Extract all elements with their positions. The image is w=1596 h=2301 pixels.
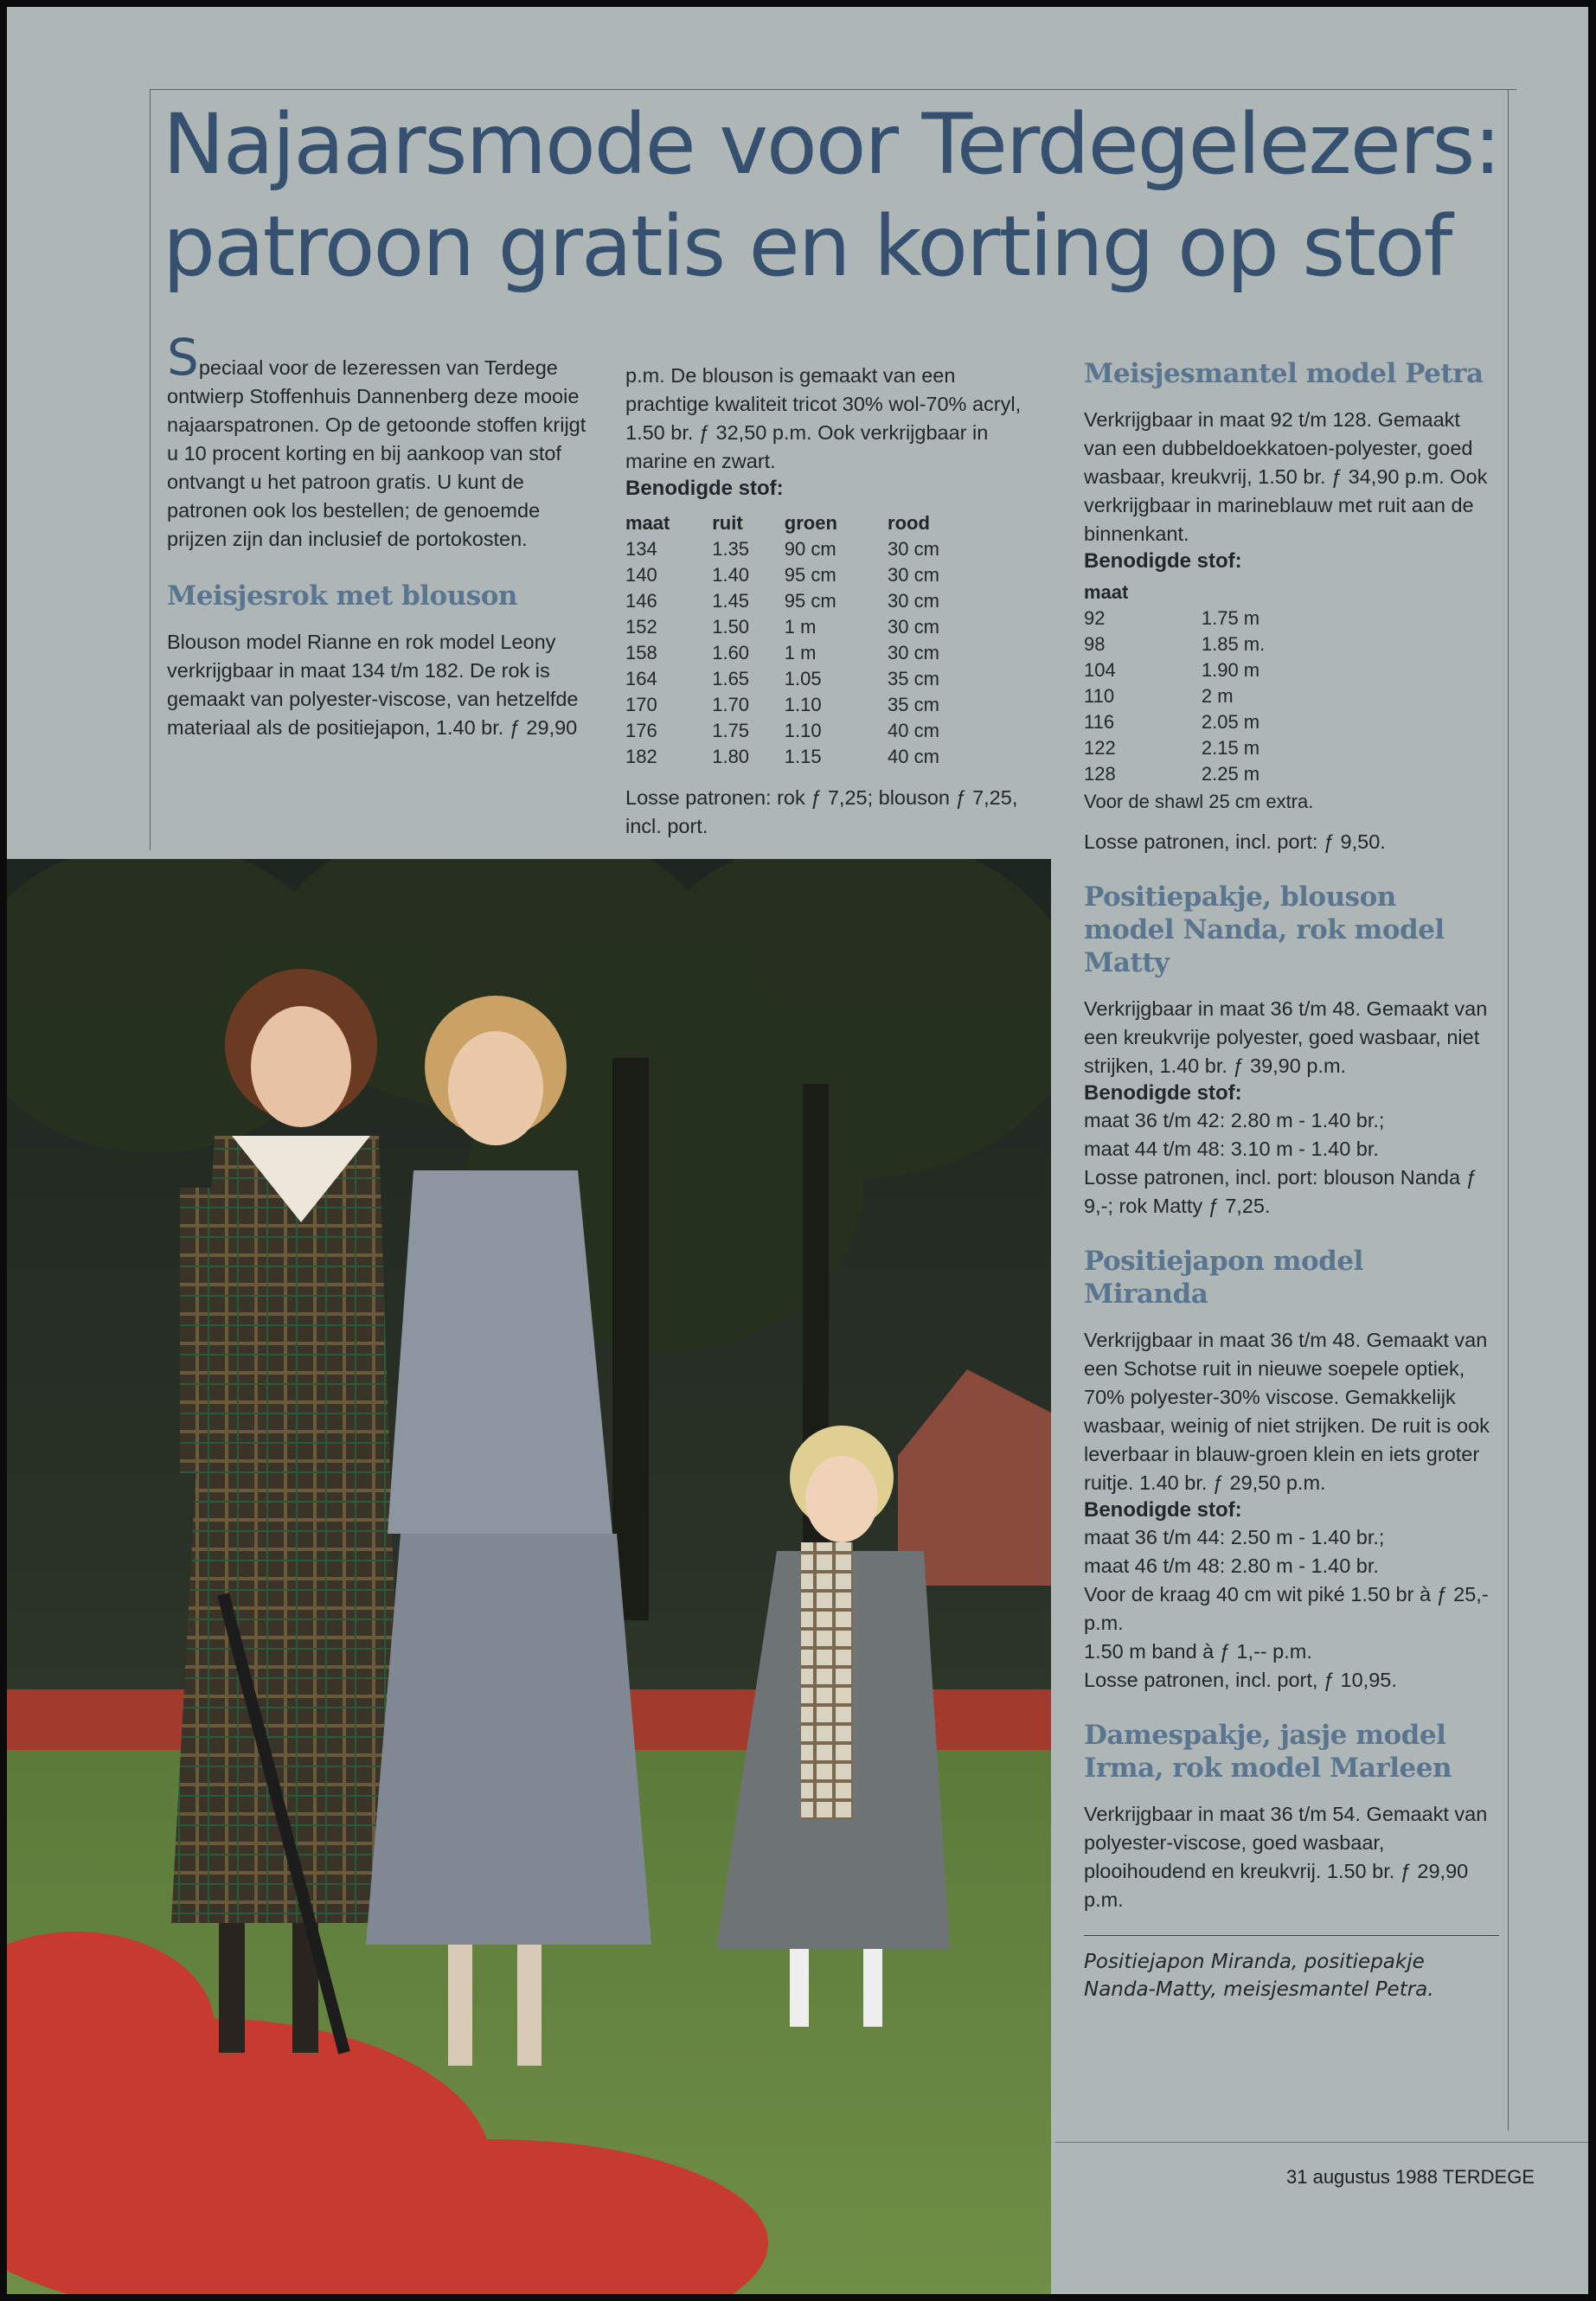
table-cell: 90 cm xyxy=(784,538,836,560)
petra-shawl-note: Voor de shawl 25 cm extra. xyxy=(1084,791,1314,812)
nanda-line-2: maat 44 t/m 48: 3.10 m - 1.40 br. xyxy=(1084,1138,1379,1160)
table-cell: 35 cm xyxy=(888,668,939,689)
table-cell: 1.40 xyxy=(712,564,750,586)
table-cell: 2.05 m xyxy=(1201,711,1260,733)
table-cell: 1.60 xyxy=(712,642,750,663)
photo-caption: Positiejapon Miranda, positiepakje Nanda-Matty, meisjesmantel Petra. xyxy=(1084,1951,1434,2001)
table-cell: 1.05 xyxy=(784,668,822,689)
section-heading-nanda: Positiepakje, blouson model Nanda, rok model Matty xyxy=(1084,881,1445,978)
section-heading-meisjesrok: Meisjesrok met blouson xyxy=(167,580,517,612)
nanda-losse-patronen: Losse patronen, incl. port: blouson Nanda ƒ 9,-; rok Matty ƒ 7,25. xyxy=(1084,1166,1477,1217)
frame-line-top xyxy=(150,89,1516,90)
column-2 xyxy=(625,362,1041,841)
table-row xyxy=(1084,709,1369,735)
table-header: rood xyxy=(888,512,930,534)
table-row xyxy=(1084,735,1369,761)
table-cell: 98 xyxy=(1084,633,1106,655)
table-header: maat xyxy=(1084,581,1129,603)
table-row xyxy=(1084,606,1369,631)
frame-line-left xyxy=(150,89,151,850)
table-cell: 1.65 xyxy=(712,668,750,689)
table-cell: 2.25 m xyxy=(1201,763,1260,785)
table-body xyxy=(625,536,989,770)
table-row xyxy=(625,744,989,770)
table-cell: 140 xyxy=(625,564,657,586)
table-cell: 1.50 xyxy=(712,616,750,638)
table-cell: 40 cm xyxy=(888,720,939,741)
table-cell: 176 xyxy=(625,720,657,741)
petra-text: Verkrijgbaar in maat 92 t/m 128. Gemaakt van een dubbeldoekkatoen-polyester, goed wasbaar, kreukvrij, 1.50 br. ƒ 34,90 p.m. Ook verkrijgbaar in marineblauw met ruit aan de binnenkant. xyxy=(1084,408,1488,545)
table-row xyxy=(625,718,989,744)
section-heading-petra: Meisjesmantel model Petra xyxy=(1084,358,1484,389)
table-cell: 92 xyxy=(1084,607,1106,629)
meisjesrok-losse-patronen: Losse patronen: rok ƒ 7,25; blouson ƒ 7,25, incl. port. xyxy=(625,786,1018,837)
table-cell: 30 cm xyxy=(888,564,939,586)
table-cell: 30 cm xyxy=(888,590,939,612)
miranda-line-2: maat 46 t/m 48: 2.80 m - 1.40 br. xyxy=(1084,1554,1379,1577)
table-cell: 152 xyxy=(625,616,657,638)
miranda-losse-patronen: Losse patronen, incl. port, ƒ 10,95. xyxy=(1084,1669,1397,1691)
table-cell: 30 cm xyxy=(888,616,939,638)
fashion-photo xyxy=(7,859,1051,2294)
table-cell: 116 xyxy=(1084,711,1115,733)
table-body xyxy=(1084,606,1369,787)
table-row xyxy=(625,536,989,562)
miranda-text: Verkrijgbaar in maat 36 t/m 48. Gemaakt van een Schotse ruit in nieuwe soepele optiek, 70% polyester-30% viscose. Gemakkelijk wasbaar, weinig of niet strijken. De ruit is ook leverbaar in blauw-groen klein en iets groter ruitje. 1.40 br. ƒ 29,50 p.m. xyxy=(1084,1329,1490,1494)
table-row xyxy=(625,588,989,614)
miranda-line-4: 1.50 m band à ƒ 1,-- p.m. xyxy=(1084,1640,1312,1663)
section-heading-miranda: Positiejapon model Miranda xyxy=(1084,1246,1363,1310)
miranda-line-3: Voor de kraag 40 cm wit piké 1.50 br à ƒ 25,- p.m. xyxy=(1084,1583,1489,1634)
frame-line-right xyxy=(1508,89,1509,2131)
table-cell: 1.85 m. xyxy=(1201,633,1266,655)
table-cell: 1 m xyxy=(784,616,817,638)
table-cell: 30 cm xyxy=(888,538,939,560)
table-cell: 1.75 m xyxy=(1201,607,1260,629)
table-cell: 158 xyxy=(625,642,657,663)
table-cell: 1.70 xyxy=(712,694,750,715)
table-row xyxy=(1084,683,1369,709)
table-cell: 40 cm xyxy=(888,746,939,767)
meisjesrok-stof-label: Benodigde stof: xyxy=(625,477,784,500)
table-row xyxy=(1084,657,1369,683)
table-header: ruit xyxy=(712,512,743,534)
table-header-row xyxy=(625,510,989,536)
intro-paragraph xyxy=(167,328,586,554)
table-header: maat xyxy=(625,512,670,534)
table-row xyxy=(1084,631,1369,657)
page-footer: 31 augustus 1988 TERDEGE xyxy=(1286,2166,1535,2188)
table-cell: 1.75 xyxy=(712,720,750,741)
table-cell: 164 xyxy=(625,668,657,689)
table-header-row xyxy=(1084,580,1369,606)
table-row xyxy=(625,614,989,640)
table-cell: 30 cm xyxy=(888,642,939,663)
section-heading-irma: Damespakje, jasje model Irma, rok model Marleen xyxy=(1084,1720,1452,1784)
title-line-1: Najaarsmode voor Terdegelezers: xyxy=(163,96,1500,193)
table-cell: 170 xyxy=(625,694,657,715)
footer-rule xyxy=(1055,2142,1588,2143)
meisjesrok-text-continued: p.m. De blouson is gemaakt van een prachtige kwaliteit tricot 30% wol-70% acryl, 1.50 br. ƒ 32,50 p.m. Ook verkrijgbaar in marine en zwart. xyxy=(625,364,1022,472)
miranda-line-1: maat 36 t/m 44: 2.50 m - 1.40 br.; xyxy=(1084,1526,1385,1548)
table-cell: 122 xyxy=(1084,737,1116,759)
miranda-stof-label: Benodigde stof: xyxy=(1084,1498,1242,1522)
table-cell: 1.10 xyxy=(784,720,822,741)
table-cell: 1.35 xyxy=(712,538,750,560)
table-cell: 2.15 m xyxy=(1201,737,1260,759)
table-row xyxy=(625,562,989,588)
column-3 xyxy=(1084,357,1495,2003)
table-cell: 1.15 xyxy=(784,746,822,767)
table-cell: 1.10 xyxy=(784,694,822,715)
table-row xyxy=(625,640,989,666)
petra-losse-patronen: Losse patronen, incl. port: ƒ 9,50. xyxy=(1084,830,1386,853)
table-cell: 128 xyxy=(1084,763,1116,785)
table-row xyxy=(625,692,989,718)
table-cell: 2 m xyxy=(1201,685,1234,707)
table-cell: 146 xyxy=(625,590,657,612)
table-cell: 104 xyxy=(1084,659,1116,681)
nanda-line-1: maat 36 t/m 42: 2.80 m - 1.40 br.; xyxy=(1084,1109,1385,1131)
drop-cap: S xyxy=(167,328,199,387)
caption-divider xyxy=(1084,1935,1499,1936)
table-cell: 1 m xyxy=(784,642,817,663)
magazine-page xyxy=(7,7,1588,2294)
title-line-2: patroon gratis en korting op stof xyxy=(163,198,1452,295)
table-cell: 1.90 m xyxy=(1201,659,1260,681)
petra-size-table xyxy=(1084,580,1369,787)
table-cell: 35 cm xyxy=(888,694,939,715)
table-cell: 95 cm xyxy=(784,564,836,586)
table-cell: 95 cm xyxy=(784,590,836,612)
table-cell: 134 xyxy=(625,538,657,560)
table-header: groen xyxy=(784,512,837,534)
irma-text: Verkrijgbaar in maat 36 t/m 54. Gemaakt van polyester-viscose, goed wasbaar, plooihoudend en kreukvrij. 1.50 br. ƒ 29,90 p.m. xyxy=(1084,1803,1488,1911)
meisjesrok-text: Blouson model Rianne en rok model Leony verkrijgbaar in maat 134 t/m 182. De rok is gemaakt van polyester-viscose, van hetzelfde materiaal als de positiejapon, 1.40 br. ƒ 29,90 xyxy=(167,631,579,739)
table-cell: 1.45 xyxy=(712,590,750,612)
table-row xyxy=(1084,761,1369,787)
table-cell: 1.80 xyxy=(712,746,750,767)
table-row xyxy=(625,666,989,692)
table-cell: 110 xyxy=(1084,685,1115,707)
column-1 xyxy=(167,328,586,742)
page-title xyxy=(163,93,1512,298)
meisjesrok-size-table xyxy=(625,510,989,770)
nanda-text: Verkrijgbaar in maat 36 t/m 48. Gemaakt van een kreukvrije polyester, goed wasbaar, niet strijken, 1.40 br. ƒ 39,90 p.m. xyxy=(1084,997,1488,1077)
petra-stof-label: Benodigde stof: xyxy=(1084,549,1242,573)
intro-text: peciaal voor de lezeressen van Terdege ontwierp Stoffenhuis Dannenberg deze mooie najaarspatronen. Op de getoonde stoffen krijgt u 10 procent korting en bij aankoop van stof ontvangt u het patroon gratis. U kunt de patronen ook los bestellen; de genoemde prijzen zijn dan inclusief de portokosten. xyxy=(167,356,586,550)
table-cell: 182 xyxy=(625,746,657,767)
nanda-stof-label: Benodigde stof: xyxy=(1084,1081,1242,1105)
